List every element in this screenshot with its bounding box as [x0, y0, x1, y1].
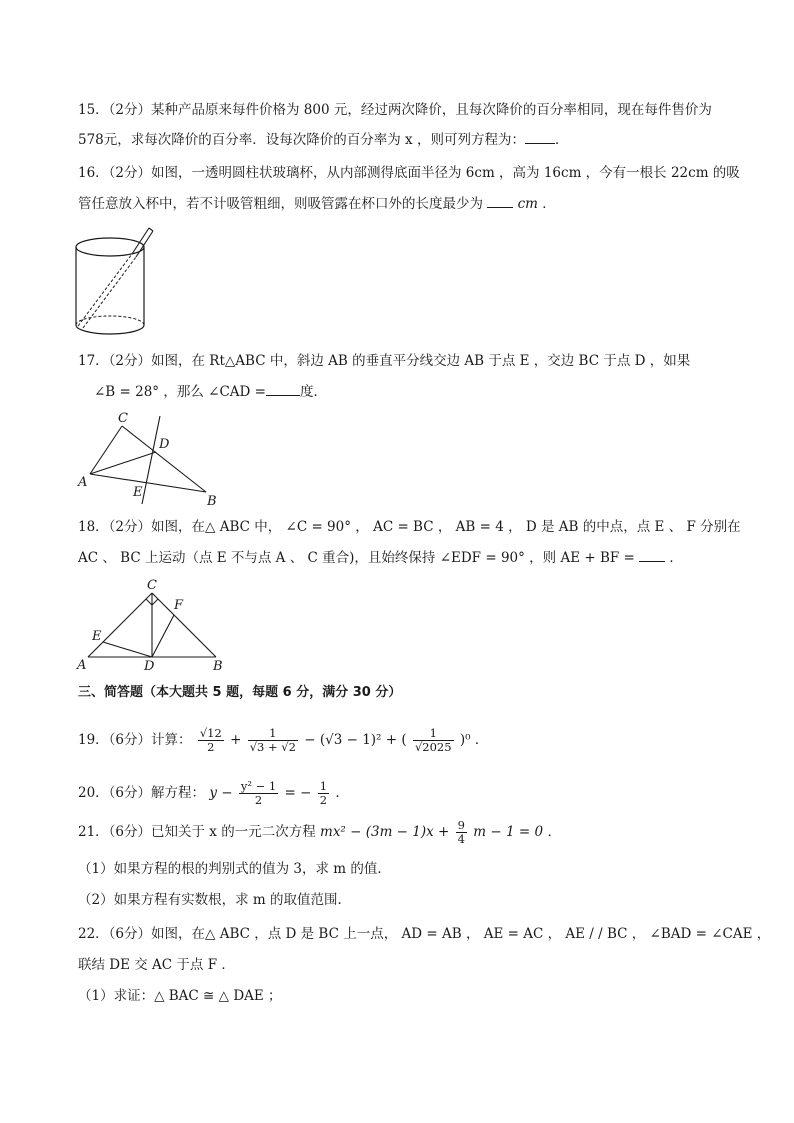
q16-line2-text: 管任意放入杯中，若不计吸管粗细，则吸管露在杯口外的长度最少为 [78, 196, 483, 212]
q17-answer-blank [266, 383, 300, 396]
q19-fraction-1 [198, 727, 224, 754]
section3-heading: 三、简答题（本大题共 5 题，每题 6 分，满分 30 分） [78, 685, 402, 700]
q17-label-a: A [78, 475, 88, 490]
q17-triangle-figure [76, 408, 226, 508]
q17-label-e: E [133, 485, 143, 500]
q15-line2: 578元，求每次降价的百分率．设每次降价的百分率为 x ，则可列方程为： ． [78, 132, 569, 148]
q21-f-num: 9 [457, 818, 465, 832]
q18-answer-blank [639, 549, 665, 562]
q20-eq: = − [284, 785, 312, 801]
q19-f3-num: 1 [413, 727, 454, 741]
q16-line2: 管任意放入杯中，若不计吸管粗细，则吸管露在杯口外的长度最少为 cm ． [78, 196, 556, 212]
q18-label-c: C [147, 578, 157, 593]
q19-line [78, 726, 488, 754]
q20-y: y − [209, 785, 233, 801]
q20-end: ． [335, 785, 349, 801]
q19-fraction-3 [413, 727, 454, 754]
q21-fraction [456, 819, 467, 846]
q17-label-d: D [159, 437, 170, 452]
q19-f2-den: √3 + √2 [249, 740, 296, 754]
q21-part2: （2）如果方程有实数根，求 m 的取值范围． [78, 892, 351, 908]
q17-line2 [94, 383, 327, 401]
q15-answer-blank [525, 131, 555, 144]
q18-line2: AC 、 BC 上运动（点 E 不与点 A 、 C 重合)，且始终保持 ∠EDF = 90° ，则 AE + BF = ． [78, 550, 683, 566]
q17-label-b: B [207, 494, 217, 509]
q22-part1: （1）求证：△ BAC ≅ △ DAE ； [78, 988, 282, 1004]
q15-line2-text: 578元，求每次降价的百分率．设每次降价的百分率为 x ，则可列方程为： [78, 132, 525, 148]
q18-line2-text: AC 、 BC 上运动（点 E 不与点 A 、 C 重合)，且始终保持 ∠EDF = 90° ，则 AE + BF = [78, 550, 635, 566]
q20-fraction-1 [239, 780, 278, 807]
q19-fraction-2 [248, 727, 298, 754]
q18-label-b: B [213, 659, 223, 674]
q17-line1: 17．（2分）如图，在 Rt△ABC 中，斜边 AB 的垂直平分线交边 AB 于点 E ，交边 BC 于点 D ，如果 [78, 353, 691, 369]
q21-part1: （1）如果方程的根的判别式的值为 3，求 m 的值． [78, 861, 391, 877]
q20-line [78, 779, 349, 807]
q18-line1: 18．（2分）如图，在△ ABC 中， ∠C = 90° ， AC = BC ， AB = 4 ， D 是 AB 的中点，点 E 、 F 分别在 [78, 519, 741, 535]
q16-line1: 16．（2分）如图，一透明圆柱状玻璃杯，从内部测得底面半径为 6cm ，高为 16cm ，今有一根长 22cm 的吸 [78, 165, 740, 181]
q21-eq2: m − 1 = 0 ． [473, 824, 561, 840]
q18-label-f: F [174, 598, 184, 613]
q19-f3-den: √2025 [414, 740, 452, 754]
q18-triangle-figure [76, 576, 236, 676]
q19-prefix: 19．（6分）计算： [78, 732, 192, 748]
q19-f1-den: 2 [207, 740, 215, 754]
cylinder-figure [74, 222, 159, 340]
q20-f2-num: 1 [319, 779, 328, 793]
q18-label-a: A [77, 658, 87, 673]
q15-line1: 15．（2分）某种产品原来每件价格为 800 元，经过两次降价，且每次降价的百分率相同，现在每件售价为 [78, 102, 712, 118]
q21-prefix: 21．（6分）已知关于 x 的一元二次方程 [78, 824, 316, 840]
q19-end: )⁰ ． [459, 732, 489, 748]
q18-label-d: D [144, 659, 155, 674]
q20-prefix: 20．（6分）解方程： [78, 785, 206, 801]
q16-unit: cm [517, 196, 538, 212]
q19-f1-num: √12 [199, 726, 222, 740]
q18-label-e: E [92, 629, 102, 644]
q17-label-c: C [118, 411, 128, 426]
q19-middle: − (√3 − 1)² + ( [304, 732, 407, 748]
q21-f-den: 4 [457, 832, 465, 846]
q21-line [78, 818, 561, 846]
q17-line2-a: ∠B = 28° ，那么 ∠CAD = [94, 384, 266, 400]
q16-answer-blank [487, 195, 513, 208]
q20-f1-num: y² − 1 [240, 779, 277, 793]
q21-eq1: mx² − (3m − 1)x + [320, 824, 450, 840]
q20-f1-den: 2 [254, 793, 263, 807]
q20-fraction-2 [318, 780, 329, 807]
q19-plus: + [230, 732, 242, 748]
q19-f2-num: 1 [248, 727, 298, 741]
q20-f2-den: 2 [319, 793, 328, 807]
q17-line2-b: 度． [299, 384, 327, 400]
q22-line2: 联结 DE 交 AC 于点 F ． [78, 957, 235, 973]
q22-line1: 22．（6分）如图，在△ ABC ，点 D 是 BC 上一点， AD = AB ， AE = AC ， AE / / BC ， ∠BAD = ∠CAE ， [78, 926, 771, 942]
